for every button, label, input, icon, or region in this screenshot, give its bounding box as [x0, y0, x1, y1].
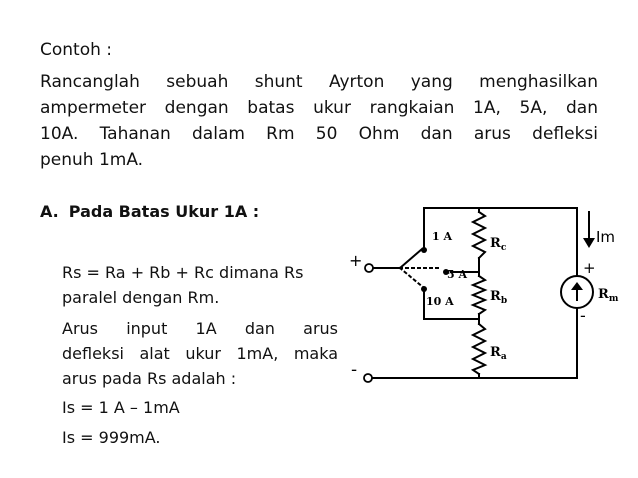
solution-line-2: paralel dengan Rm.: [62, 288, 220, 307]
ra-label: $R_a$: [490, 345, 507, 362]
solution-line-3: Arus input 1A dan arus: [62, 319, 338, 338]
switch-alt-path: [400, 268, 424, 288]
solution-line-4: defleksi alat ukur 1mA, maka: [62, 344, 338, 363]
problem-line-2: ampermeter dengan batas ukur rangkaian 1A, 5A, dan: [40, 98, 598, 118]
problem-line-4: penuh 1mA.: [40, 150, 144, 170]
rb-label: $R_b$: [490, 289, 508, 306]
tap-10a-label: 10 A: [426, 295, 454, 308]
meter-plus-label: +: [583, 259, 596, 277]
selector-switch-icon: [400, 249, 422, 268]
solution-line-1: Rs = Ra + Rb + Rc dimana Rs: [62, 263, 304, 282]
rc-label: $R_c$: [490, 236, 507, 253]
resistor-ra-icon: [473, 324, 485, 374]
meter-minus-label: -: [580, 306, 586, 325]
resistor-rb-icon: [473, 276, 485, 314]
tap-1a-label: 1 A: [432, 230, 453, 243]
solution-line-6: Is = 1 A – 1mA: [62, 398, 180, 417]
tap-5a-label: 5 A: [447, 268, 468, 281]
solution-line-7: Is = 999mA.: [62, 428, 161, 447]
resistor-rc-icon: [473, 212, 485, 258]
example-title: Contoh :: [40, 40, 113, 60]
problem-line-3: 10A. Tahanan dalam Rm 50 Ohm dan arus defleksi: [40, 124, 598, 144]
current-im-label: Im: [596, 228, 616, 246]
rm-label: $R_m$: [598, 287, 619, 304]
section-heading-text: Pada Batas Ukur 1A :: [68, 202, 260, 221]
input-terminal-icon: [365, 264, 373, 272]
problem-line-1: Rancanglah sebuah shunt Ayrton yang menghasilkan: [40, 72, 598, 92]
input-plus-label: +: [349, 251, 363, 270]
input-minus-label: -: [351, 360, 358, 380]
current-arrowhead-icon: [583, 238, 595, 248]
solution-line-5: arus pada Rs adalah :: [62, 369, 237, 388]
section-label: A.: [40, 202, 59, 221]
ground-terminal-icon: [364, 374, 372, 382]
